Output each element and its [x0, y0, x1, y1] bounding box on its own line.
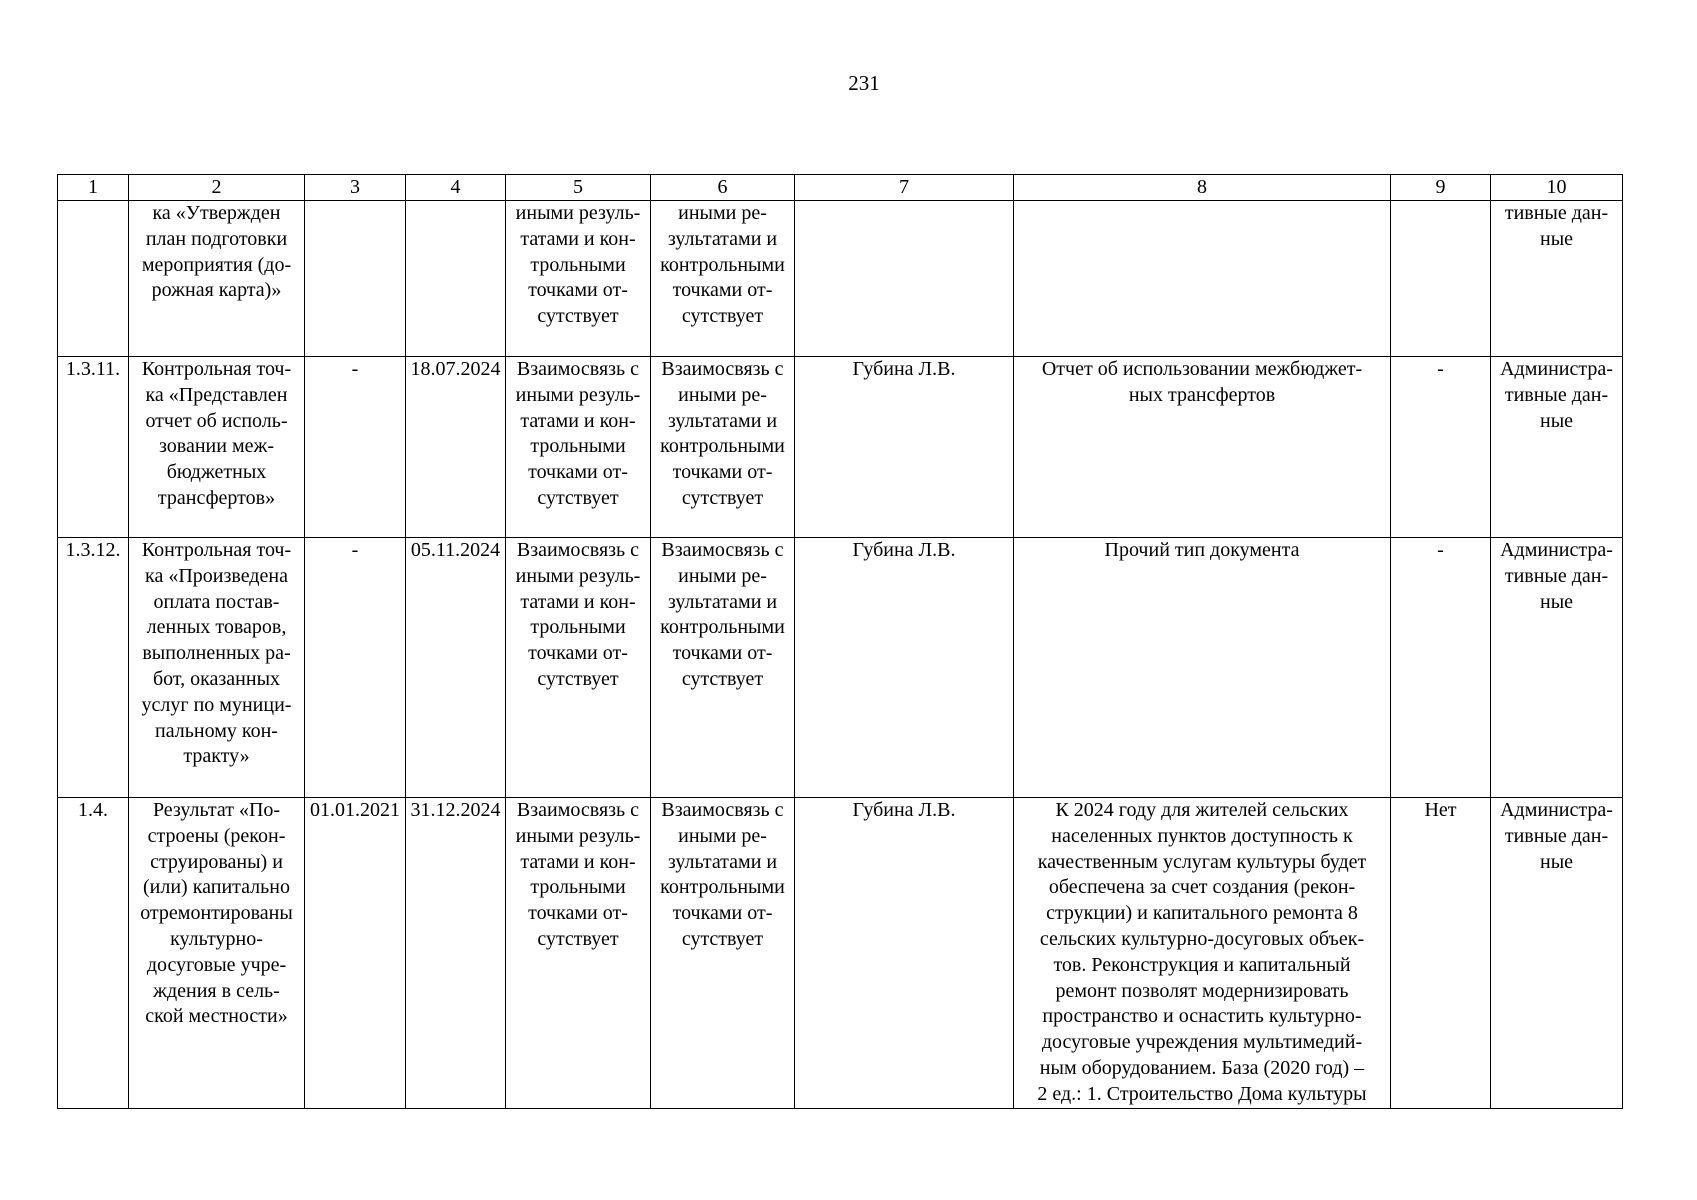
end-date-cell: 18.07.2024	[406, 357, 506, 538]
column-header: 7	[795, 175, 1014, 201]
link-cell: Взаимосвязь с иными резуль- татами и кон- трольными точками от- сутствует	[506, 798, 651, 1109]
responsible-cell: Губина Л.В.	[795, 798, 1014, 1109]
responsible-cell: Губина Л.В.	[795, 357, 1014, 538]
row-number-cell: 1.4.	[58, 798, 129, 1109]
start-date-cell: 01.01.2021	[305, 798, 406, 1109]
column-header: 9	[1391, 175, 1491, 201]
end-date-cell	[406, 201, 506, 357]
responsible-cell	[795, 201, 1014, 357]
start-date-cell: -	[305, 538, 406, 798]
column-header: 1	[58, 175, 129, 201]
column-header: 5	[506, 175, 651, 201]
source-cell: Администра- тивные дан- ные	[1491, 798, 1623, 1109]
link-cell: иными ре- зультатами и контрольными точками от- сутствует	[651, 201, 795, 357]
document-cell: К 2024 году для жителей сельских населенных пунктов доступность к качественным услугам культуры будет обеспечена за счет создания (рекон- струкции) и капитального ремонта 8 сельских культурно-досуговых объек- тов. Реконструкция и капитальный ремонт позволят модернизировать пространство и оснастить культурно- досуговые учреждения мультимедий- ным оборудованием. База (2020 год) – 2 ед.: 1. Строительство Дома культуры	[1014, 798, 1391, 1109]
data-table	[57, 174, 1623, 1109]
link-cell: Взаимосвязь с иными резуль- татами и кон- трольными точками от- сутствует	[506, 538, 651, 798]
link-cell: Взаимосвязь с иными резуль- татами и кон- трольными точками от- сутствует	[506, 357, 651, 538]
column-header: 10	[1491, 175, 1623, 201]
flag-cell	[1391, 201, 1491, 357]
column-number-row	[58, 175, 1623, 201]
column-header: 2	[129, 175, 305, 201]
link-cell: Взаимосвязь с иными ре- зультатами и контрольными точками от- сутствует	[651, 538, 795, 798]
link-cell: иными резуль- татами и кон- трольными точками от- сутствует	[506, 201, 651, 357]
source-cell: Администра- тивные дан- ные	[1491, 538, 1623, 798]
column-header: 4	[406, 175, 506, 201]
row-number-cell: 1.3.11.	[58, 357, 129, 538]
table-row	[58, 357, 1623, 538]
table-row	[58, 538, 1623, 798]
end-date-cell: 05.11.2024	[406, 538, 506, 798]
name-cell: Контрольная точ- ка «Произведена оплата постав- ленных товаров, выполненных ра- бот, оказанных услуг по муници- пальному кон- тракту»	[129, 538, 305, 798]
document-cell	[1014, 201, 1391, 357]
table-row	[58, 798, 1623, 1109]
start-date-cell	[305, 201, 406, 357]
source-cell: Администра- тивные дан- ные	[1491, 357, 1623, 538]
row-number-cell: 1.3.12.	[58, 538, 129, 798]
link-cell: Взаимосвязь с иными ре- зультатами и контрольными точками от- сутствует	[651, 357, 795, 538]
table-row	[58, 201, 1623, 357]
column-header: 3	[305, 175, 406, 201]
name-cell: Контрольная точ- ка «Представлен отчет об исполь- зовании меж- бюджетных трансфертов»	[129, 357, 305, 538]
flag-cell: Нет	[1391, 798, 1491, 1109]
source-cell: тивные дан- ные	[1491, 201, 1623, 357]
page-number: 231	[848, 71, 880, 95]
link-cell: Взаимосвязь с иными ре- зультатами и контрольными точками от- сутствует	[651, 798, 795, 1109]
name-cell: Результат «По- строены (рекон- струированы) и (или) капитально отремонтированы культурно- досуговые учре- ждения в сель- ской местности»	[129, 798, 305, 1109]
document-cell: Прочий тип документа	[1014, 538, 1391, 798]
flag-cell: -	[1391, 357, 1491, 538]
document-cell: Отчет об использовании межбюджет- ных трансфертов	[1014, 357, 1391, 538]
row-number-cell	[58, 201, 129, 357]
column-header: 8	[1014, 175, 1391, 201]
column-header: 6	[651, 175, 795, 201]
end-date-cell: 31.12.2024	[406, 798, 506, 1109]
responsible-cell: Губина Л.В.	[795, 538, 1014, 798]
flag-cell: -	[1391, 538, 1491, 798]
start-date-cell: -	[305, 357, 406, 538]
name-cell: ка «Утвержден план подготовки мероприятия (до- рожная карта)»	[129, 201, 305, 357]
